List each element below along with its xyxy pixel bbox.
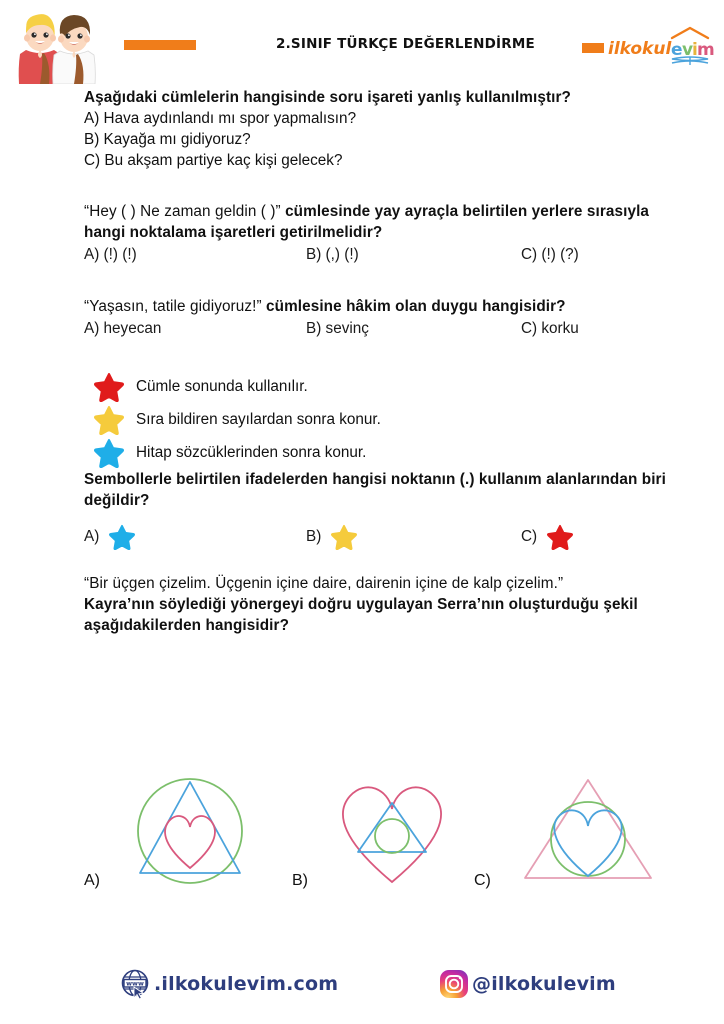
question-5-figure-c-label: C) [474, 872, 491, 889]
page-title: 2.SINIF TÜRKÇE DEĞERLENDİRME [276, 36, 535, 52]
yellow-star-icon [94, 405, 124, 435]
question-1-option-b[interactable]: B) Kayağa mı gidiyoruz? [84, 130, 251, 148]
legend-item-red [84, 371, 684, 404]
blue-triangle-shape [358, 803, 426, 852]
svg-text:ilkokul: ilkokul [608, 39, 672, 59]
question-2-prompt [84, 202, 684, 244]
instagram-link[interactable] [438, 968, 616, 1000]
yellow-star-icon [331, 524, 357, 550]
website-link[interactable] [120, 968, 338, 1000]
page-header [0, 0, 724, 88]
legend-text-red: Cümle sonunda kullanılır. [136, 378, 308, 396]
question-3-options [84, 318, 684, 341]
question-4-option-b[interactable] [306, 524, 521, 550]
question-3-quote: “Yaşasın, tatile gidiyoruz!” [84, 297, 262, 315]
question-2-option-a[interactable]: A) (!) (!) [84, 245, 137, 263]
question-5-prompt: Kayra’nın söylediği yönergeyi doğru uygulayan Serra’nın oluşturduğu şekil aşağıdakilerden hangisidir? [84, 596, 638, 635]
question-4-option-c[interactable] [521, 524, 573, 550]
cyan-star-icon [109, 524, 135, 550]
question-5-figure-options [84, 776, 684, 911]
instagram-icon [438, 968, 470, 1000]
question-2-prompt-bold: cümlesinde yay ayraçla belirtilen yerlere sırasıyla hangi noktalama işaretleri getirilmelidir? [84, 202, 650, 241]
question-1-option-c[interactable]: C) Bu akşam partiye kaç kişi gelecek? [84, 151, 343, 169]
question-5-quote: “Bir üçgen çizelim. Üçgenin içine daire, dairenin içine de kalp çizelim.” [84, 575, 564, 593]
website-text: .ilkokulevim.com [154, 973, 339, 995]
question-1-prompt: Aşağıdaki cümlelerin hangisinde soru işareti yanlış kullanılmıştır? [84, 89, 572, 106]
page-footer [0, 962, 724, 1024]
question-3-option-a[interactable]: A) heyecan [84, 319, 162, 337]
question-3-prompt [84, 297, 684, 318]
students-illustration [4, 6, 108, 84]
question-5-figure-a-label: A) [84, 872, 100, 889]
instagram-text: @ilkokulevim [472, 973, 616, 995]
question-1-option-a[interactable]: A) Hava aydınlandı mı spor yapmalısın? [84, 109, 357, 127]
question-3-prompt-bold: cümlesine hâkim olan duygu hangisidir? [266, 297, 566, 315]
green-circle-shape [375, 819, 409, 853]
question-5-figure-b[interactable] [312, 776, 472, 886]
question-2-option-c[interactable]: C) (!) (?) [521, 245, 579, 263]
header-accent-bar [124, 40, 196, 50]
legend-item-cyan [84, 437, 684, 470]
red-star-icon [94, 372, 124, 402]
red-star-icon [547, 524, 573, 550]
globe-www-icon [120, 968, 152, 1000]
legend-text-cyan: Hitap sözcüklerinden sonra konur. [136, 444, 367, 462]
question-3 [84, 297, 684, 341]
question-5-figure-c[interactable] [508, 776, 668, 886]
question-5-figure-b-label: B) [292, 872, 308, 889]
question-4-option-b-label: B) [306, 528, 322, 546]
pink-triangle-shape [525, 780, 651, 878]
question-4-prompt: Sembollerle belirtilen ifadelerden hangisi noktanın (.) kullanım alanlarından biri değildir? [84, 470, 666, 509]
question-4-option-a-label: A) [84, 528, 100, 546]
blue-triangle-shape [140, 782, 240, 873]
svg-text:www: www [126, 979, 144, 988]
question-4 [84, 371, 684, 551]
svg-text:e: e [671, 40, 683, 60]
pink-heart-shape [343, 787, 441, 882]
question-2-quote: “Hey ( ) Ne zaman geldin ( )” [84, 202, 281, 220]
question-4-option-c-label: C) [521, 528, 538, 546]
svg-text:m: m [697, 40, 715, 60]
question-4-options [84, 524, 684, 550]
legend-item-yellow [84, 404, 684, 437]
worksheet-content [84, 88, 684, 641]
svg-text:i: i [692, 40, 698, 60]
question-5-figure-a[interactable] [110, 776, 270, 886]
question-3-option-b[interactable]: B) sevinç [306, 319, 369, 337]
cyan-star-icon [94, 438, 124, 468]
question-5 [84, 574, 684, 637]
question-4-option-a[interactable] [84, 524, 306, 550]
question-1 [84, 88, 684, 172]
question-2-option-b[interactable]: B) (,) (!) [306, 245, 359, 263]
pink-heart-shape [165, 816, 215, 868]
ilkokulevim-logo [580, 26, 716, 70]
blue-heart-shape [554, 810, 621, 876]
svg-text:v: v [682, 40, 694, 60]
question-3-option-c[interactable]: C) korku [521, 319, 579, 337]
legend-text-yellow: Sıra bildiren sayılardan sonra konur. [136, 411, 381, 429]
question-2 [84, 202, 684, 267]
question-2-options [84, 244, 684, 267]
